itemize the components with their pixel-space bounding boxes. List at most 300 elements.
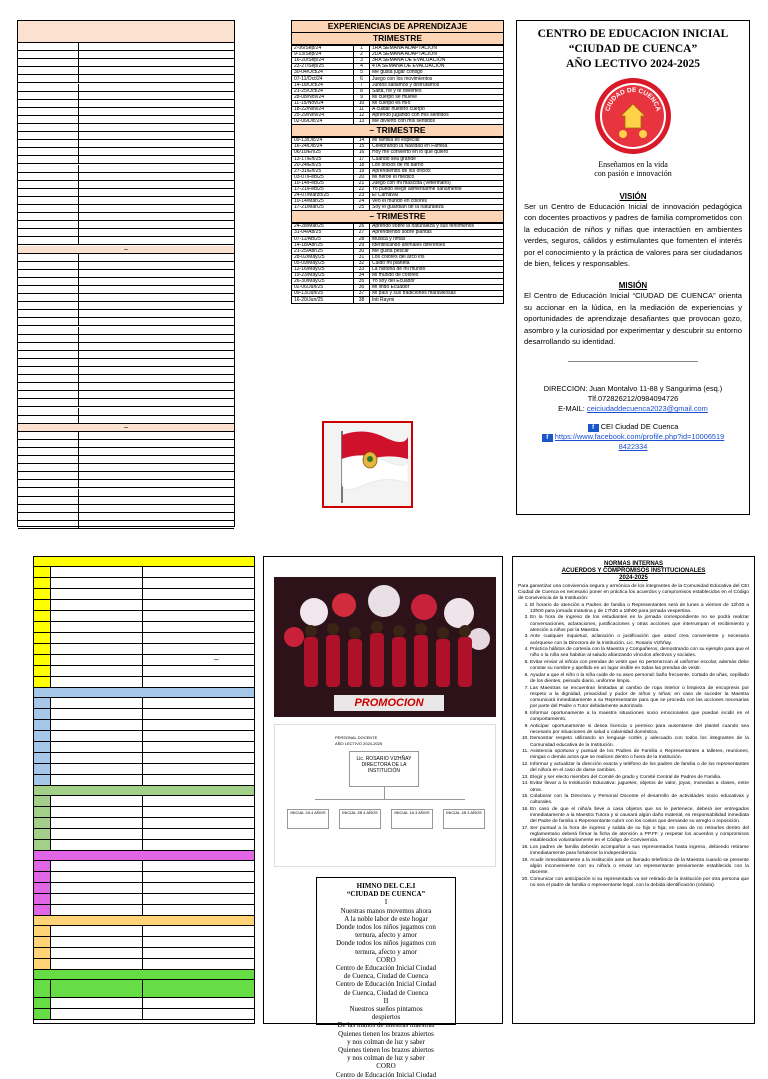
experience-cell: Yo puedo elegir alimentarme sanamente [370,186,504,192]
grid-row [18,521,234,529]
grid-row [18,399,234,407]
grid-cell [51,829,143,839]
grid-row [34,589,254,600]
color-cell [34,753,51,763]
color-cell [34,677,51,687]
norm-item: 2. En la hora de ingreso de los estudiantes en la jornada correspondiente no se podrá realizar conversaciones, aclaraciones, justificaciones y otras acciones que interrumpan el recibimiento y atención a niños por la Maestra. [530,615,749,634]
week-number-cell: 27 [354,230,370,236]
grid-row [34,622,254,633]
date-cell: 21-25/Oct/24 [292,88,354,94]
color-cell [34,926,51,936]
norm-item: 15. Colaborar con la Directora y Personal Docente el desarrollo de actividades socio educativas y culturales. [530,794,749,806]
flag-icon [324,423,411,506]
grid-row [18,286,234,294]
section-band [34,851,254,861]
grid-row [34,829,254,840]
experiences-title: EXPERIENCIAS DE APRENDIZAJE [291,20,504,33]
unit-box [287,809,329,829]
grid-cell [51,698,143,708]
color-cell [34,959,51,969]
experience-cell: Aprendo jugando con mis sentidos [370,113,504,119]
table-row [292,297,504,303]
mision-title: MISIÓN [618,281,648,291]
date-cell: 24-28/Mar/25 [292,224,354,230]
week-number-cell: 19 [354,168,370,174]
grid-row [18,181,234,189]
date-cell: 21-25/Abr/25 [292,248,354,254]
color-cell [34,633,51,643]
unit-label: INICIAL 1B 3 AÑOS [446,810,482,815]
experience-cell: Cuido mi planeta [370,260,504,266]
norm-item: 3. Ante cualquier inquietud, aclaración o justificación que usted crea conveniente y necesaria acérquese con la Directora de la Institución, Lic. Rosario Vizhñay. [530,634,749,646]
week-number-cell: 2 [354,52,370,58]
color-cell [34,818,51,828]
section-band [34,786,254,796]
norm-item: 7. Las Maestras se encuentran limitadas al cambio de ropa interior o limpieza de encopresis por respeto a la dignidad, privacidad y pudor de niños y niñas; en caso de suceder la Maestra comunicará inmediatamente a su Representante para que se proceda con las acciones necesarias por parte del Padre o Tutor debidamente autorizado. [530,686,749,711]
experience-cell: Me gusta jugar contigo [370,70,504,76]
director-name: Lic. ROSARIO VIZHÑAY [356,756,412,762]
date-cell: 25-29/Nov/24 [292,113,354,119]
grid-cell [51,720,143,730]
grid-row [18,472,234,480]
grid-row [34,775,254,786]
grid-row [18,343,234,351]
grid-cell [51,980,143,997]
experience-cell: Aprendiendo sobre plantas [370,230,504,236]
school-logo-icon [593,76,673,156]
color-cell [34,980,51,997]
unit-box [443,809,485,829]
grid-cell [51,840,143,850]
grid-cell [51,926,143,936]
date-cell: 17-21/Feb/25 [292,186,354,192]
week-number-cell: 12 [354,113,370,119]
school-year: AÑO LECTIVO 2024-2025 [566,58,700,70]
facebook-icon: f [542,434,553,442]
date-cell: 28-08/Nov/24 [292,94,354,100]
experience-cell: 1RA SEMANA ADAPTACIÓN [370,46,504,52]
norms-subtitle: ACUERDOS Y COMPROMISOS INSTITUCIONALES [561,568,706,574]
table-row [292,205,504,211]
vision-title: VISIÓN [619,192,647,201]
color-cell [34,698,51,708]
grid-row [18,173,234,181]
norm-item: 12. Informar y actualizar la dirección exacta y teléfono de los padres de familia o de los representantes del niño/a en el caso de darse cambios. [530,762,749,774]
week-number-cell: 24 [354,199,370,205]
grid-row [34,807,254,818]
grid-cell [51,709,143,719]
norm-item: 6. Ayudar a que el niño o la niña cuide de su aseo personal: baño frecuente, cortado de uñas, cepillado de los dientes, peinado diario, uniforme limpio. [530,673,749,685]
grid-row [18,278,234,286]
date-cell: 07-11/Ab/25 [292,236,354,242]
section-band [34,970,254,980]
grid-row [34,578,254,589]
grid-row [18,189,234,197]
facebook-url-row [517,432,749,452]
norms-year: 2024-2025 [619,575,648,581]
color-cell [34,644,51,654]
grid-row [18,213,234,221]
date-cell: 27-31/En/25 [292,168,354,174]
date-cell: 12-16/May/25 [292,267,354,273]
grid-row [18,513,234,521]
week-number-cell: 25 [354,205,370,211]
trimester-table [291,137,504,211]
grid-row [34,633,254,644]
grid-row [18,100,234,108]
date-cell: 13-17/En/25 [292,156,354,162]
norm-item: 9. Anticipar oportunamente si desea licencia o permiso para ausentarse del plantel cuando sea necesario por situaciones de salud o calamidad doméstica. [530,724,749,736]
grid-row [34,709,254,720]
grid-cell [51,905,143,915]
slogan-line2: con pasión e innovación [594,169,672,178]
unit-label: INICIAL 2B 4 AÑOS [342,810,378,815]
grid-row [18,197,234,205]
grid-row [18,262,234,270]
date-cell: 16-20/Jun/25 [292,297,354,303]
hymn-line: I [384,898,388,907]
mision-text: El Centro de Educación Inicial “CIUDAD DE CUENCA” orienta su accionar en la lúdica, en la mediación de experiencias y oportunidades de aprendizaje desafiantes que provocan gozo, asombro y la curiosidad por experimentar y descubrir su entorno desarrollando su identidad. [524,291,742,347]
grid-row [34,764,254,775]
color-cell [34,905,51,915]
week-number-cell: 28 [354,236,370,242]
date-cell: 03-07/Feb/25 [292,174,354,180]
norm-item: 5. Evitar enviar al niño/a con prendas de vestir que no pertenezcan al uniforme escolar, además debe constar su nombre y apellido en un lugar visible en todas las prendas de vestir. [530,660,749,672]
grid-row [18,165,234,173]
week-number-cell: 20 [354,174,370,180]
week-number-cell: 31 [354,254,370,260]
experience-cell: Juego con mi mascota (Veterinario) [370,180,504,186]
date-cell: 02-06/Dic/24 [292,119,354,125]
grid-row [18,237,234,245]
email-label: E-MAIL: [558,404,585,414]
date-cell: 05-09/May/25 [292,260,354,266]
grid-row [18,367,234,375]
color-cell [34,567,51,577]
color-cell [34,589,51,599]
grid-row [34,937,254,948]
color-cell [34,872,51,882]
grid-row [34,753,254,764]
week-number-cell: 16 [354,150,370,156]
section-band: – [18,246,234,254]
grid-row [34,655,254,666]
grid-cell [51,775,143,785]
norm-item: 8. Informar oportunamente a la maestra situaciones socio emocionales que puedan incidir en el comportamiento. [530,711,749,723]
hymn-line: de Cuenca, Ciudad de Cuenca [343,972,429,981]
grid-header [18,21,234,43]
info-panel [516,20,750,515]
grid-cell [51,589,143,599]
grid-cell [51,894,143,904]
norm-item: 11. Asistencia oportuna y puntual de los Padres de Familia o Representantes a talleres, reuniones, mingas o demás actos que se realicen dentro o fuera de la Institución. [530,749,749,761]
grid-cell [51,883,143,893]
grid-cell [51,753,143,763]
section-band [34,916,254,926]
experience-cell: Juntos saltamos y disfrutamos [370,82,504,88]
grid-row [34,959,254,970]
experience-cell: Salta, ríe y te diviertes [370,88,504,94]
trimesters [291,33,504,304]
graduation-photo [274,577,496,717]
week-number-cell: 21 [354,180,370,186]
grid-row [18,448,234,456]
week-number-cell: 37 [354,291,370,297]
week-number-cell: 6 [354,76,370,82]
table-row [292,119,504,125]
date-cell: 24-07/Marzo/25 [292,193,354,199]
grid-row [34,883,254,894]
experience-cell: Me divierto con mis sentidos [370,119,504,125]
week-number-cell: 4 [354,64,370,70]
date-cell: 19-23/May/25 [292,273,354,279]
grid-row [18,294,234,302]
grid-row [34,720,254,731]
address: DIRECCION: Juan Montalvo 11-88 y Sangurima (esq.) [543,384,723,394]
grid-row [18,270,234,278]
hymn-line: Centro de Educación Inicial Ciudad [335,964,437,973]
date-cell: 09-13/Jun/25 [292,291,354,297]
section-band: – [18,424,234,432]
experience-cell: Identificando animales diferentes [370,242,504,248]
grid-row [18,480,234,488]
norm-item: 4. Práctica hábitos de cortesía con la Maestra y Compañeros, demostrando con su ejemplo para que el niño o la niña sea habitúe al saludo afianzando vínculos afectivos y sociales. [530,647,749,659]
experience-cell: Mi cuerpo es mío [370,100,504,106]
color-cell [34,861,51,871]
grid-row [34,1009,254,1020]
hymn-line: Donde todos los niños jugamos con [336,923,436,932]
date-cell: 11-15/Nov/24 [292,100,354,106]
hymn-line: Centro de Educación Inicial Ciudad [335,1070,437,1079]
experience-cell: Mi mundo de colores [370,273,504,279]
date-cell: 10-14/Mar/25 [292,199,354,205]
photo-banner: PROMOCION [354,697,424,709]
grid-row [34,861,254,872]
grid-cell [51,622,143,632]
date-cell: 26-30/May/25 [292,279,354,285]
color-cell [34,807,51,817]
email-row [517,404,749,414]
date-cell: 31-04/Ab/25 [292,230,354,236]
school-city: “CIUDAD DE CUENCA” [568,43,698,55]
color-cell [34,742,51,752]
week-number-cell: 26 [354,224,370,230]
grid-row [34,872,254,883]
grid-row [34,796,254,807]
grid-row [18,310,234,318]
week-number-cell: 34 [354,273,370,279]
grid-row [18,416,234,424]
date-cell: 06/10/En/25 [292,150,354,156]
norm-item: 16. En caso de que el niño/a lleve a casa objetos que no le pertenece, deberá ser entregados inmediatamente a la Maestra Tutora y si causará algún daño material, es responsabilidad inmediata del Padre de familia o Representante cubrir con los costos que demande su arreglo o reposición. [530,807,749,826]
date-cell: 02-06/Jun/25 [292,285,354,291]
facebook-link[interactable]: https://www.facebook.com/profile.php?id=100065198422334 [554,432,725,452]
grid-row [18,375,234,383]
experience-cell: Soy el guardián de la naturaleza [370,205,504,211]
unit-box [391,809,433,829]
grid-row [18,432,234,440]
hymn-line: ternura, afecto y amor [355,931,417,940]
date-cell: 14-18/Oct/24 [292,82,354,88]
grid-row [18,205,234,213]
color-cell [34,775,51,785]
grid-row [18,327,234,335]
experience-cell: El Carnaval [370,193,504,199]
flag-image [322,421,413,508]
grid-row [18,132,234,140]
color-cell [34,622,51,632]
grid-cell [51,937,143,947]
slogan-line1: Enseñamos en la vida [598,160,668,169]
grid-row [18,51,234,59]
grid-row [34,840,254,851]
grid-cell [51,578,143,588]
grid-row [18,108,234,116]
grid-row [18,59,234,67]
norms-intro: Para garantizar una convivencia segura y armónica de los integrantes de la Comunidad Educativa del CEI Ciudad de Cuenca es necesario poner en práctica los acuerdos y compromisos establecidos en el Código de Convivencia de la Institución: [518,584,749,602]
hymn-line: Quienes tienen los brazos abiertos [338,1029,434,1038]
facebook-name: CEI Ciudad DE Cuenca [600,422,679,432]
experience-cell: Me gusta pescar [370,248,504,254]
unit-label: INICIAL 1A 3 AÑOS [394,810,430,815]
week-number-cell: 14 [354,138,370,144]
norm-item: 18. Los padres de familia deberán acompañar a sus representados hasta ingreso, debiendo retirarse inmediatamente para fortalecer la independencia. [530,845,749,857]
grid-row [18,148,234,156]
grid-cell [51,731,143,741]
grid-row [18,140,234,148]
grid-row [18,67,234,75]
grid-cell [51,948,143,958]
color-cell [34,731,51,741]
section-band [34,557,254,567]
grid-row [34,666,254,677]
week-number-cell: 8 [354,88,370,94]
logo [517,76,749,156]
facebook-icon: f [588,424,599,432]
hymn-line: ternura, afecto y amor [355,947,417,956]
hymn-line: II [383,996,389,1005]
experiences-panel [291,20,504,304]
school-name: CENTRO DE EDUCACION INICIAL [537,28,729,40]
grid-row [18,464,234,472]
date-cell: 07-11/Oct/24 [292,76,354,82]
week-number-cell: 38 [354,297,370,303]
color-cell [34,709,51,719]
grid-cell [51,861,143,871]
grid-row [34,905,254,916]
grid-row [18,318,234,326]
grid-row [18,229,234,237]
photos-panel [263,556,503,1079]
grid-cell [51,818,143,828]
date-cell: 2-06/Sep/24 [292,46,354,52]
week-number-cell: 29 [354,242,370,248]
hymn-line: Nuestras manos movemos ahora [340,906,432,915]
week-number-cell: 35 [354,279,370,285]
experience-cell: Veo el mundo en colores [370,199,504,205]
date-cell: 16-24/Dic/24 [292,144,354,150]
experience-cell: 3RA SEMANA DE EVALUACIÓN [370,58,504,64]
date-cell: 09-13/Dic/24 [292,138,354,144]
date-cell: 23-27/Sep/25 [292,64,354,70]
section-band [34,688,254,698]
grid-row [34,948,254,959]
color-cell [34,666,51,676]
grid-row [34,600,254,611]
grid-cell [51,1009,143,1019]
week-number-cell: 9 [354,94,370,100]
grid-row [18,505,234,513]
grid-row [18,359,234,367]
experience-cell: Yo soy del Ecuador [370,279,504,285]
hymn-line: A la noble labor de este hogar [344,914,428,923]
experience-cell: 4TA SEMANA DE EVALUACIÓN [370,64,504,70]
experience-cell: Mi país y sus tradiciones maravillosas [370,291,504,297]
norm-item: 17. Ser puntual a la hora de ingreso y salida de su hijo o hija; en caso de no retirarlos dentro del reglamentario deberá firmar la ficha de atención a PP.FF. y respetar los acuerdos y compromisos establecidos voluntariamente en el Código de Convivencia. [530,826,749,845]
color-cell [34,894,51,904]
hymn-line: Nuestros sueños pintamos [349,1005,423,1014]
grid-row [18,489,234,497]
week-number-cell: 13 [354,119,370,125]
norm-item: 10. Demostrar respeto utilizando un lenguaje cortés y adecuado con todos los integrantes de la Comunidad educativa de la Institución. [530,736,749,748]
grid-cell [51,872,143,882]
color-cell [34,764,51,774]
org-title2: AÑO LECTIVO 2024-2025 [335,741,383,746]
hymn-line: y nos colman de luz y saber [347,1037,425,1046]
experience-cell: Aprendiendo de los oficios [370,168,504,174]
org-chart [274,724,496,867]
norm-item: 13. Elegir y ser electo miembro del Comité de grado y Comité Central de Padres de Familia. [530,775,749,781]
experience-cell: Los colores del arco iris [370,254,504,260]
week-number-cell: 22 [354,186,370,192]
hymn-line: Donde todos los niños jugamos con [336,939,436,948]
grid-row [34,611,254,622]
experience-cell: Aprendo sobre la naturaleza y sus fenómenos [370,224,504,230]
experience-cell: 2DA SEMANA ADAPTACIÓN [370,52,504,58]
date-cell: 14-18/Abr/25 [292,242,354,248]
grid-row [34,731,254,742]
trimester-table [291,45,504,125]
hymn-line: “CIUDAD DE CUENCA” [346,890,426,899]
experience-cell: Inti Raymi [370,297,504,303]
email-link[interactable]: ceiciudaddecuenca2023@gmail.com [586,404,708,414]
experience-cell: Mi lindo Ecuador [370,285,504,291]
grid-cell [51,998,143,1008]
week-number-cell: 18 [354,162,370,168]
experience-cell: Celebrando la Navidad en Familia [370,144,504,150]
grid-row [18,156,234,164]
phone: Tlf.072826212/0984094726 [587,394,679,404]
divider [568,361,698,362]
hymn-line: CORO [376,1062,396,1071]
week-number-cell: 33 [354,267,370,273]
grid-cell [51,611,143,621]
color-cell [34,600,51,610]
date-cell: 17-21/Mar/25 [292,205,354,211]
hymn-line: CORO [376,955,396,964]
grid-cell [51,764,143,774]
week-number-cell: 30 [354,248,370,254]
colored-grid-panel [33,556,255,1024]
week-number-cell: 5 [354,70,370,76]
grid-row [18,335,234,343]
trimester-table [291,223,504,303]
grid-row [34,894,254,905]
director-role: DIRECTORA DE LA INSTITUCIÓN [361,762,407,774]
color-cell [34,840,51,850]
grid-row [34,980,254,998]
grid-cell [51,807,143,817]
